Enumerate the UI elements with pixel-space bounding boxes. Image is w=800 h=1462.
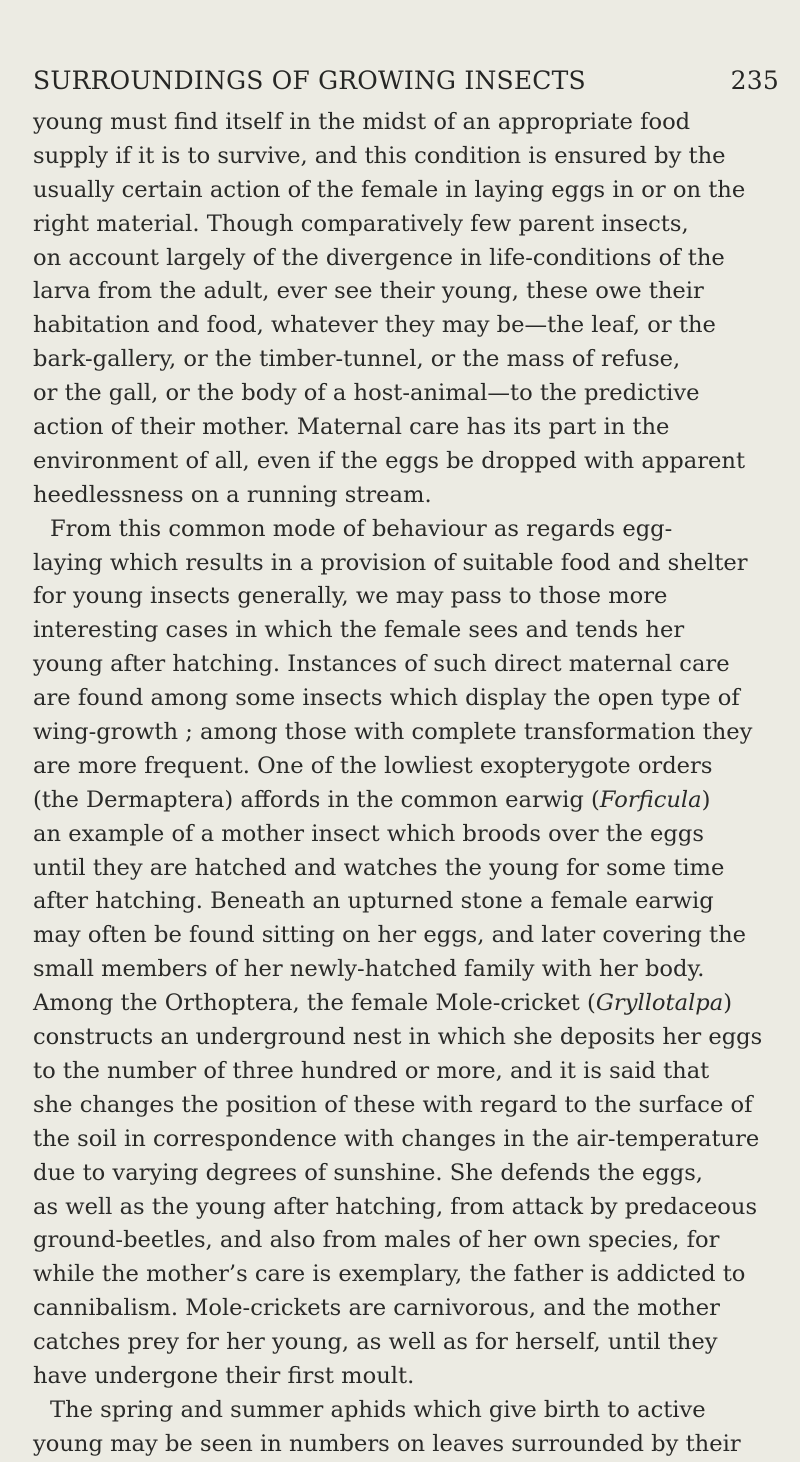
text-line	[33, 343, 799, 377]
text-line	[33, 1428, 799, 1462]
text-line-content: right material. Though comparatively few parent insects,	[33, 210, 689, 237]
text-line	[33, 885, 799, 919]
text-line-content: until they are hatched and watches the young for some time	[33, 854, 725, 881]
text-line	[33, 174, 799, 208]
text-line	[33, 1224, 799, 1258]
text-line	[33, 479, 799, 513]
text-line-content: bark-gallery, or the timber-tunnel, or the mass of refuse,	[33, 346, 681, 373]
text-line-content: an example of a mother insect which broods over the eggs	[33, 820, 704, 847]
text-line-content: larva from the adult, ever see their young, these owe their	[33, 278, 704, 305]
text-line	[33, 377, 799, 411]
text-line	[33, 140, 799, 174]
text-line	[33, 1191, 799, 1225]
text-line	[33, 750, 799, 784]
text-line-content: ground-beetles, and also from males of her own species, for	[33, 1227, 720, 1254]
text-line-content: interesting cases in which the female sees and tends her	[33, 617, 685, 644]
page-number: 235	[730, 66, 779, 95]
text-line-content: Among the Orthoptera, the female Mole-cricket (Gryllotalpa)	[33, 990, 733, 1017]
text-line	[33, 513, 799, 547]
text-line-content: after hatching. Beneath an upturned stone a female earwig	[33, 888, 714, 915]
text-line-content: The spring and summer aphids which give birth to active	[50, 1396, 706, 1423]
text-line-content: are more frequent. One of the lowliest exopterygote orders	[33, 752, 713, 779]
text-line-content: or the gall, or the body of a host-animal—to the predictive	[33, 380, 700, 407]
text-line	[33, 1089, 799, 1123]
text-line	[33, 1394, 799, 1428]
text-line-content: she changes the position of these with regard to the surface of	[33, 1091, 753, 1118]
text-line	[33, 1123, 799, 1157]
text-line	[33, 1258, 799, 1292]
text-line-content: catches prey for her young, as well as for herself, until they	[33, 1329, 718, 1356]
text-line	[33, 309, 799, 343]
text-line	[33, 1157, 799, 1191]
text-line-content: as well as the young after hatching, from attack by predaceous	[33, 1193, 758, 1220]
text-line	[33, 208, 799, 242]
text-line-content: constructs an underground nest in which she deposits her eggs	[33, 1024, 763, 1051]
text-line-content: on account largely of the divergence in life-conditions of the	[33, 244, 725, 271]
text-line-content: may often be found sitting on her eggs, and later covering the	[33, 922, 747, 949]
text-line	[33, 648, 799, 682]
text-line-content: are found among some insects which display the open type of	[33, 685, 740, 712]
text-line	[33, 1055, 799, 1089]
text-line-content: environment of all, even if the eggs be dropped with apparent	[33, 447, 746, 474]
text-line-content: while the mother’s care is exemplary, the father is addicted to	[33, 1261, 746, 1288]
text-line-content: due to varying degrees of sunshine. She defends the eggs,	[33, 1159, 703, 1186]
text-line	[33, 1360, 799, 1394]
text-line	[33, 919, 799, 953]
text-line	[33, 275, 799, 309]
body-text	[33, 106, 799, 1462]
text-line-content: usually certain action of the female in laying eggs in or on the	[33, 176, 746, 203]
running-head	[33, 60, 779, 104]
text-line	[33, 716, 799, 750]
text-line	[33, 580, 799, 614]
text-line-content: to the number of three hundred or more, and it is said that	[33, 1057, 710, 1084]
text-line	[33, 106, 799, 140]
text-line-content: action of their mother. Maternal care has its part in the	[33, 414, 670, 441]
text-line	[33, 852, 799, 886]
text-line-content: wing-growth ; among those with complete transformation they	[33, 719, 753, 746]
text-line	[33, 547, 799, 581]
running-head-title: SURROUNDINGS OF GROWING INSECTS	[33, 66, 586, 95]
text-line-content: the soil in correspondence with changes in the air-temperature	[33, 1125, 760, 1152]
text-line	[33, 1326, 799, 1360]
text-line-content: laying which results in a provision of suitable food and shelter	[33, 549, 748, 576]
text-line-content: young must find itself in the midst of an appropriate food	[33, 109, 691, 135]
text-line-content: habitation and food, whatever they may be—the leaf, or the	[33, 312, 716, 339]
text-line-content: From this common mode of behaviour as regards egg-	[50, 515, 673, 542]
text-line-content: heedlessness on a running stream.	[33, 481, 432, 508]
text-line	[33, 953, 799, 987]
text-line	[33, 682, 799, 716]
text-line	[33, 614, 799, 648]
text-line-content: supply if it is to survive, and this condition is ensured by the	[33, 142, 726, 169]
text-line-content: small members of her newly-hatched family with her body.	[33, 956, 705, 983]
text-line-content: young may be seen in numbers on leaves surrounded by their	[33, 1430, 741, 1457]
text-line-content: cannibalism. Mole-crickets are carnivorous, and the mother	[33, 1295, 720, 1322]
text-line	[33, 818, 799, 852]
text-line-content: have undergone their first moult.	[33, 1362, 415, 1389]
text-line	[33, 1292, 799, 1326]
text-line	[33, 445, 799, 479]
text-line-content: for young insects generally, we may pass to those more	[33, 583, 668, 610]
text-line-content: young after hatching. Instances of such direct maternal care	[33, 651, 730, 678]
text-line-content: (the Dermaptera) affords in the common earwig (Forficula)	[33, 786, 711, 813]
text-line	[33, 784, 799, 818]
text-line	[33, 242, 799, 276]
text-line	[33, 1021, 799, 1055]
text-line	[33, 411, 799, 445]
text-line	[33, 987, 799, 1021]
